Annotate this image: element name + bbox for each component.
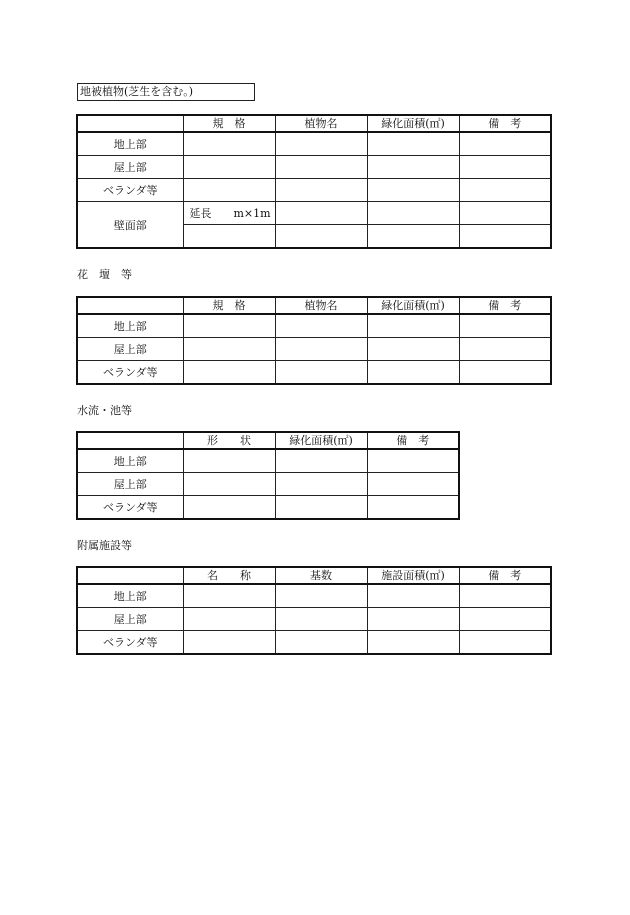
header-cell [77,115,183,132]
table-row [77,156,551,179]
input-cell[interactable] [275,132,367,156]
input-cell[interactable] [275,361,367,385]
row-label: ベランダ等 [77,496,183,520]
input-cell[interactable] [183,496,275,520]
input-cell[interactable] [459,156,551,179]
header-cell: 備 考 [459,297,551,314]
row-label: 地上部 [77,132,183,156]
header-cell: 施設面積(㎡) [367,567,459,584]
header-cell: 規 格 [183,297,275,314]
header-cell: 規 格 [183,115,275,132]
input-cell[interactable] [183,156,275,179]
input-cell[interactable] [367,496,459,520]
input-cell[interactable] [459,314,551,338]
input-cell[interactable] [275,496,367,520]
header-cell: 備 考 [459,567,551,584]
section-title-water: 水流・池等 [77,404,132,417]
header-cell: 名 称 [183,567,275,584]
table-row [77,132,551,156]
table-row [77,179,551,202]
table-row [77,584,551,608]
input-cell[interactable] [275,179,367,202]
header-cell [77,567,183,584]
section-title-flowerbed: 花 壇 等 [77,268,132,281]
flowerbed-table [76,296,552,385]
header-cell [77,297,183,314]
row-label: 屋上部 [77,338,183,361]
header-cell [77,432,183,449]
table-row [77,631,551,655]
table-header-row [77,115,551,132]
wall-spec-cell[interactable]: 延長 m×1m [183,202,275,225]
input-cell[interactable] [459,202,551,225]
row-label: 地上部 [77,449,183,473]
input-cell[interactable] [275,608,367,631]
input-cell[interactable] [459,631,551,655]
input-cell[interactable] [275,584,367,608]
row-label: ベランダ等 [77,631,183,655]
header-cell: 備 考 [459,115,551,132]
facilities-table [76,566,552,655]
header-cell: 形 状 [183,432,275,449]
row-label: ベランダ等 [77,361,183,385]
table-row [77,449,459,473]
groundcover-table [76,114,552,249]
table-header-row [77,567,551,584]
header-cell: 植物名 [275,115,367,132]
header-cell: 緑化面積(㎡) [367,115,459,132]
input-cell[interactable] [183,631,275,655]
input-cell[interactable] [183,473,275,496]
table-row [77,608,551,631]
input-cell[interactable] [367,473,459,496]
input-cell[interactable] [459,338,551,361]
row-label: 屋上部 [77,608,183,631]
input-cell[interactable] [275,449,367,473]
input-cell[interactable] [275,156,367,179]
table-row [77,202,551,225]
input-cell[interactable] [367,338,459,361]
input-cell[interactable] [367,608,459,631]
row-label: 地上部 [77,584,183,608]
row-label-wall: 壁面部 [77,202,183,249]
input-cell[interactable] [459,132,551,156]
input-cell[interactable] [275,338,367,361]
table-row [77,314,551,338]
row-label: ベランダ等 [77,179,183,202]
row-label: 屋上部 [77,156,183,179]
input-cell[interactable] [275,314,367,338]
input-cell[interactable] [183,608,275,631]
input-cell[interactable] [183,361,275,385]
row-label: 屋上部 [77,473,183,496]
input-cell[interactable] [183,338,275,361]
input-cell[interactable] [459,361,551,385]
input-cell[interactable] [183,132,275,156]
header-cell: 緑化面積(㎡) [275,432,367,449]
input-cell[interactable] [275,473,367,496]
input-cell[interactable] [367,584,459,608]
header-cell: 緑化面積(㎡) [367,297,459,314]
input-cell[interactable] [275,202,367,225]
table-row [77,361,551,385]
section-title-groundcover: 地被植物(芝生を含む。) [77,83,255,101]
input-cell[interactable] [459,179,551,202]
input-cell[interactable] [367,361,459,385]
input-cell[interactable] [459,225,551,249]
input-cell[interactable] [459,608,551,631]
input-cell[interactable] [183,584,275,608]
input-cell[interactable] [367,314,459,338]
input-cell[interactable] [275,631,367,655]
input-cell[interactable] [183,225,275,249]
input-cell[interactable] [367,179,459,202]
input-cell[interactable] [183,314,275,338]
input-cell[interactable] [367,156,459,179]
water-table [76,431,460,520]
table-row [77,473,459,496]
input-cell[interactable] [275,225,367,249]
input-cell[interactable] [367,449,459,473]
input-cell[interactable] [367,631,459,655]
header-cell: 備 考 [367,432,459,449]
section-title-facilities: 附属施設等 [77,539,132,552]
table-row [77,338,551,361]
row-label: 地上部 [77,314,183,338]
input-cell[interactable] [367,225,459,249]
input-cell[interactable] [367,202,459,225]
header-cell: 基数 [275,567,367,584]
header-cell: 植物名 [275,297,367,314]
input-cell[interactable] [183,449,275,473]
input-cell[interactable] [459,584,551,608]
table-header-row [77,297,551,314]
table-header-row [77,432,459,449]
input-cell[interactable] [367,132,459,156]
table-row [77,496,459,520]
input-cell[interactable] [183,179,275,202]
